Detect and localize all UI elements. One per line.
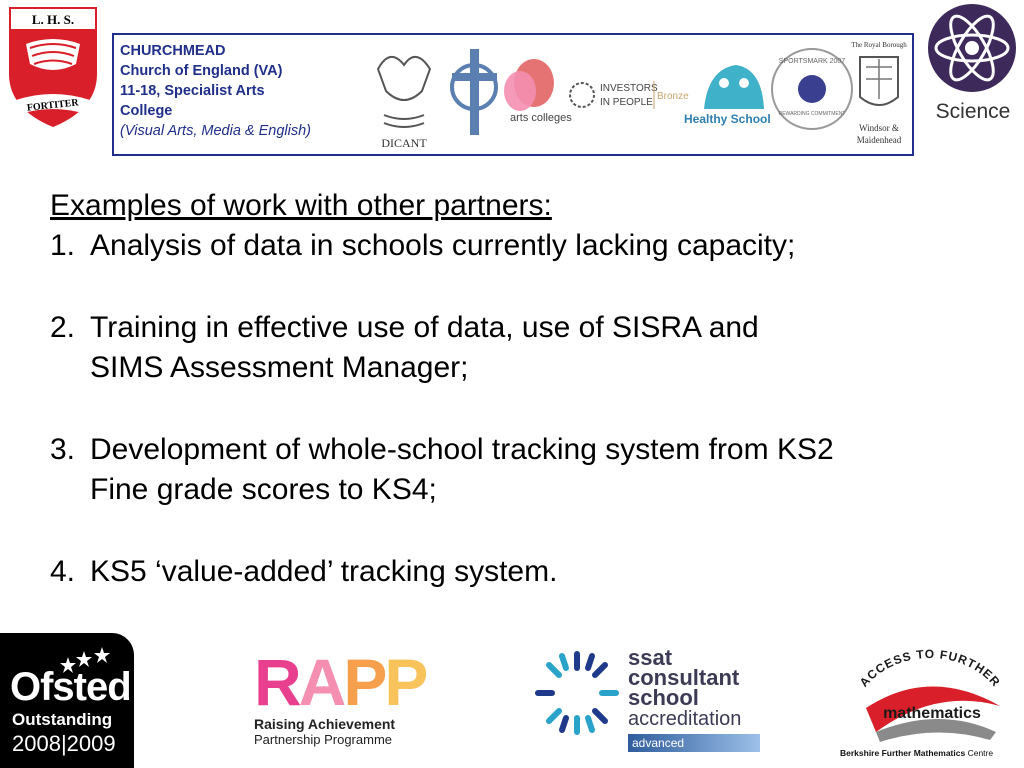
further-maths-logo (840, 648, 1020, 763)
svg-text:arts colleges: arts colleges (510, 112, 572, 124)
fm-caption-mid: Further Mathematics (881, 748, 966, 758)
svg-text:Maidenhead: Maidenhead (856, 135, 902, 145)
list-item (50, 430, 980, 510)
list-number: 2. (50, 311, 76, 344)
ssat-line4: accreditation (628, 708, 742, 730)
ofsted-years: 2008|2009 (12, 731, 116, 756)
fm-caption-bold: Berkshire (840, 748, 880, 758)
fm-caption-end: Centre (967, 748, 994, 758)
list-number: 4. (50, 555, 76, 588)
list-text (90, 552, 980, 592)
svg-text:The Royal Borough: The Royal Borough (851, 41, 907, 49)
investors-in-people-icon (570, 81, 689, 109)
svg-text:REWARDING COMMITMENT: REWARDING COMMITMENT (778, 111, 846, 117)
list-number: 3. (50, 433, 76, 466)
arts-colleges-mask-icon (504, 59, 572, 124)
rapp-line1: Raising Achievement (254, 716, 396, 732)
further-maths-swoosh-icon (840, 648, 1020, 746)
ssat-line2: consultant (628, 665, 740, 690)
further-maths-caption (840, 748, 1024, 758)
svg-text:Bronze: Bronze (657, 91, 689, 102)
ssat-text (628, 645, 740, 710)
school-specialism: (Visual Arts, Media & English) (120, 123, 311, 139)
ssat-logo (520, 634, 776, 756)
svg-text:SPORTSMARK 2007: SPORTSMARK 2007 (778, 58, 846, 65)
svg-text:mathematics: mathematics (883, 705, 981, 722)
list-text (90, 226, 980, 266)
accreditation-logos (364, 39, 914, 151)
rapp-letter: R (254, 645, 299, 719)
ssat-line1: ssat (628, 645, 673, 670)
ofsted-logo (0, 633, 134, 768)
list-item (50, 226, 980, 266)
atom-icon (926, 0, 1018, 96)
lhs-school-crest (6, 4, 100, 130)
ofsted-subtitle: Outstanding (12, 710, 113, 729)
ofsted-title: Ofsted (10, 665, 131, 709)
svg-text:L. H. S.: L. H. S. (31, 12, 75, 27)
school-college: College (120, 103, 173, 119)
list-line: Fine grade scores to KS4; (90, 473, 437, 506)
rapp-logo (254, 645, 434, 750)
school-name: CHURCHMEAD (120, 43, 226, 59)
list-line: Training in effective use of data, use of SISRA and (90, 311, 759, 344)
school-type: Church of England (VA) (120, 63, 283, 79)
list-number: 1. (50, 229, 76, 262)
svg-text:IN PEOPLE: IN PEOPLE (600, 97, 653, 108)
svg-text:ACCESS TO FURTHER: ACCESS TO FURTHER (856, 648, 1004, 690)
list-text (90, 430, 980, 510)
school-age-range: 11-18, Specialist Arts (120, 83, 265, 99)
cross-icon (452, 49, 497, 135)
list-item (50, 552, 980, 592)
sportsmark-icon (772, 49, 852, 129)
list-text (90, 308, 980, 388)
slide-heading: Examples of work with other partners: (50, 189, 552, 222)
ssat-burst-icon (534, 650, 620, 736)
list-line: KS5 ‘value-added’ tracking system. (90, 555, 558, 588)
list-line: Development of whole-school tracking system from KS2 (90, 433, 834, 466)
rapp-letter: P (343, 645, 385, 719)
ssat-badge: advanced (628, 734, 760, 752)
science-label: Science (935, 100, 1011, 123)
svg-text:Healthy School: Healthy School (684, 112, 771, 126)
ssat-line3: school (628, 685, 699, 710)
school-banner-text (120, 41, 360, 141)
svg-text:Windsor &: Windsor & (859, 123, 899, 133)
school-banner (112, 33, 914, 156)
svg-text:FORTITER: FORTITER (26, 97, 80, 114)
list-item (50, 308, 980, 388)
svg-text:INVESTORS: INVESTORS (600, 83, 658, 94)
list-line: SIMS Assessment Manager; (90, 351, 469, 384)
healthy-school-icon (684, 65, 771, 126)
slide-content (50, 186, 980, 592)
eagle-dicant-icon (378, 57, 430, 150)
svg-text:DICANT: DICANT (381, 136, 427, 150)
rapp-letter: P (384, 645, 426, 719)
rapp-line2: Partnership Programme (254, 732, 392, 747)
royal-borough-crest-icon (851, 41, 907, 145)
list-line: Analysis of data in schools currently lacking capacity; (90, 229, 796, 262)
rapp-wordmark (254, 645, 434, 719)
rapp-letter: A (298, 645, 344, 719)
